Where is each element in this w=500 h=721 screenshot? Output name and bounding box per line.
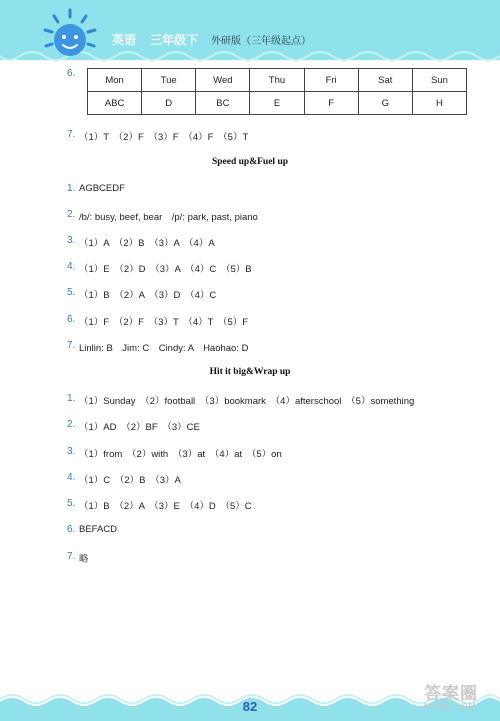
answer-line: （1）T （2）F （3）F （4）F （5）T [79, 132, 249, 143]
table-cell: BC [196, 92, 250, 115]
page-number: 82 [242, 699, 258, 714]
answer-line: （1）E （2）D （3）A （4）C （5）B [79, 264, 252, 275]
table-cell: Thu [250, 69, 304, 92]
table-cell: G [358, 92, 412, 115]
answer-line: （1）B （2）A （3）D （4）C [79, 290, 217, 301]
header-title [112, 31, 198, 48]
question-number: 7. [67, 551, 76, 562]
table-cell: ABC [88, 92, 142, 115]
answer-line: （1）B （2）A （3）E （4）D （5）C [79, 501, 252, 512]
table-cell: D [142, 92, 196, 115]
question-number: 4. [67, 261, 76, 272]
table-cell: E [250, 92, 304, 115]
section-title: Hit it big&Wrap up [209, 367, 291, 377]
table-cell: Sun [412, 69, 466, 92]
question-number: 3. [67, 235, 76, 246]
answer-line: （1）from （2）with （3）at （4）at （5）on [79, 449, 282, 460]
question-number: 7. [67, 340, 76, 351]
sun-icon [40, 6, 100, 62]
question-number: 6. [67, 314, 76, 325]
weekday-answer-table [87, 68, 467, 115]
question-number: 3. [67, 446, 76, 457]
question-number: 7. [67, 129, 76, 140]
section-title: Speed up&Fuel up [211, 157, 289, 167]
question-number: 5. [67, 287, 76, 298]
answer-line: （1）F （2）F （3）T （4）T （5）F [79, 317, 249, 328]
question-number: 1. [67, 393, 76, 404]
answer-line: （1）Sunday （2）football （3）bookmark （4）afterschool （5）something [79, 396, 415, 407]
watermark-url: MXQE.COM [424, 702, 477, 711]
answer-line: AGBCEDF [79, 183, 125, 194]
question-number: 6. [67, 68, 76, 79]
table-cell: Mon [88, 69, 142, 92]
question-number: 4. [67, 472, 76, 483]
grade-label: 三年级下 [150, 33, 199, 47]
edition-label: 外研版（三年级起点） [211, 36, 311, 47]
question-number: 5. [67, 498, 76, 509]
watermark [424, 686, 494, 718]
question-number: 2. [67, 419, 76, 430]
answer-line: 略 [79, 554, 89, 565]
table-cell: H [412, 92, 466, 115]
answer-line: （1）C （2）B （3）A [79, 475, 181, 486]
table-cell: Sat [358, 69, 412, 92]
question-number: 6. [67, 524, 76, 535]
table-cell: F [304, 92, 358, 115]
table-row-answers [88, 92, 467, 115]
answer-line: /b/: busy, beef, bear /p/: park, past, piano [79, 212, 258, 223]
answer-line: Linlin: B Jim: C Cindy: A Haohao: D [79, 343, 249, 354]
table-cell: Wed [196, 69, 250, 92]
answer-line: （1）AD （2）BF （3）CE [79, 422, 200, 433]
subject-label: 英语 [112, 33, 137, 47]
question-number: 1. [67, 183, 76, 194]
question-number: 2. [67, 209, 76, 220]
watermark-text: 答案圈 [424, 684, 478, 703]
table-cell: Tue [142, 69, 196, 92]
table-row-days [88, 69, 467, 92]
table-cell: Fri [304, 69, 358, 92]
answer-line: （1）A （2）B （3）A （4）A [79, 238, 215, 249]
answer-line: BEFACD [79, 524, 118, 535]
